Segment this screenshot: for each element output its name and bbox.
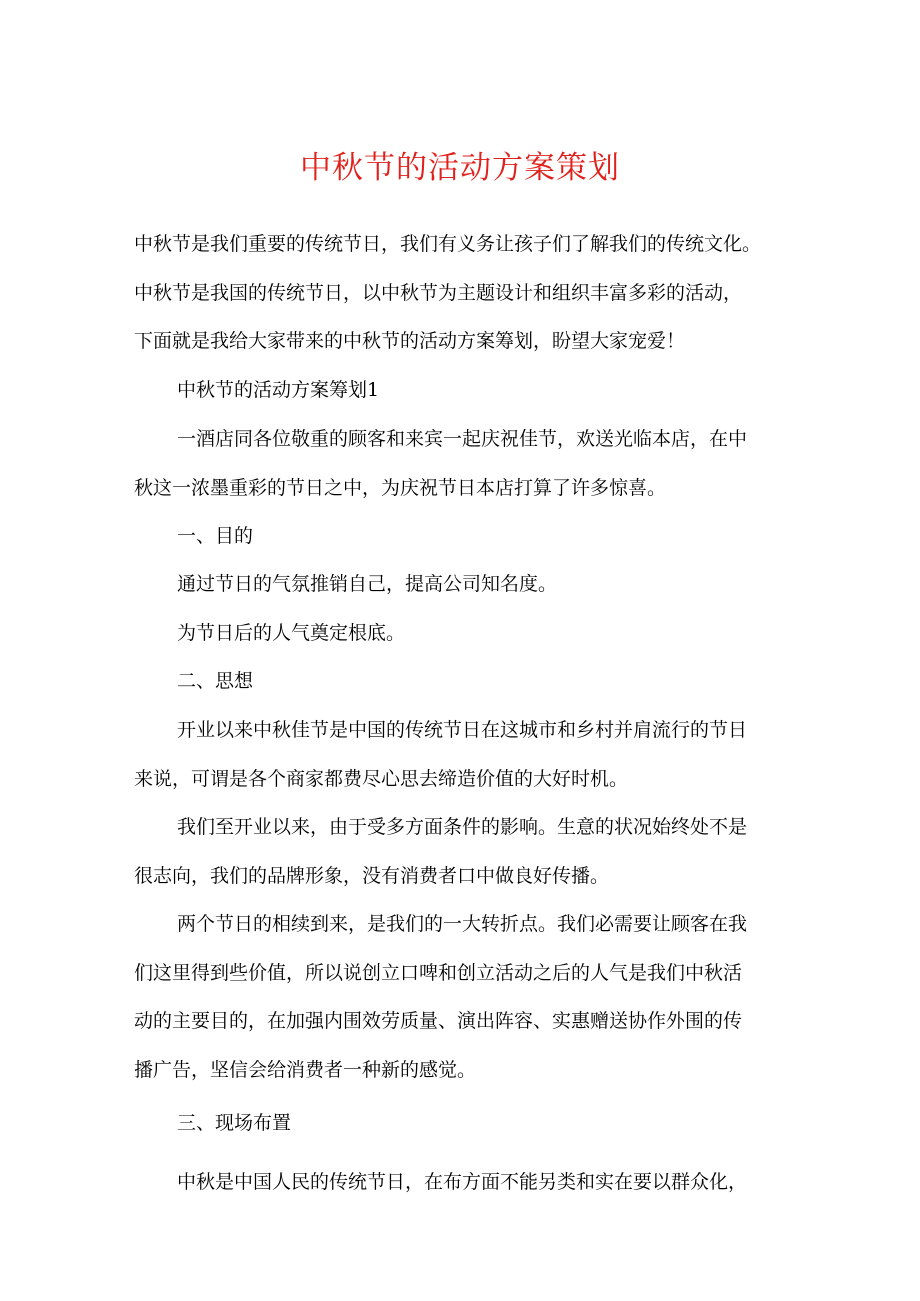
paragraph-4 xyxy=(134,900,814,1094)
paragraph-5 xyxy=(134,1158,814,1207)
intro-paragraph xyxy=(134,220,814,366)
section-title-1-text: 中秋节的活动方案筹划1 xyxy=(177,379,380,401)
paragraph-4-line-1: 两个节日的相续到来，是我们的一大转折点。我们必需要让顾客在我 xyxy=(177,913,748,935)
heading-purpose-text: 一、目的 xyxy=(177,525,254,547)
heading-thinking xyxy=(177,657,857,706)
paragraph-1-line-1: 一酒店同各位敬重的顾客和来宾一起庆祝佳节，欢送光临本店，在中 xyxy=(177,428,748,450)
paragraph-4-line-3: 动的主要目的，在加强内围效劳质量、演出阵容、实惠赠送协作外围的传 xyxy=(134,1010,743,1032)
paragraph-3 xyxy=(134,803,814,900)
heading-thinking-text: 二、思想 xyxy=(177,670,254,692)
paragraph-3-line-2: 很志向，我们的品牌形象，没有消费者口中做良好传播。 xyxy=(134,864,610,887)
intro-line-2: 中秋节是我国的传统节日，以中秋节为主题设计和组织丰富多彩的活动， xyxy=(134,281,743,304)
paragraph-2-line-2: 来说，可谓是各个商家都费尽心思去缔造价值的大好时机。 xyxy=(134,767,629,790)
paragraph-4-line-2: 们这里得到些价值，所以说创立口啤和创立活动之后的人气是我们中秋活 xyxy=(134,961,743,984)
paragraph-2-line-1: 开业以来中秋佳节是中国的传统节日在这城市和乡村并肩流行的节日 xyxy=(177,719,748,741)
heading-layout xyxy=(177,1099,857,1148)
heading-purpose xyxy=(177,512,857,561)
purpose-item-1-text: 通过节日的气氛推销自己，提高公司知名度。 xyxy=(177,573,558,595)
document-title: 中秋节的活动方案策划 xyxy=(300,150,620,186)
purpose-item-2-text: 为节日后的人气奠定根底。 xyxy=(177,622,406,644)
section-title-1 xyxy=(177,366,857,415)
purpose-item-1 xyxy=(177,560,857,609)
heading-layout-text: 三、现场布置 xyxy=(177,1112,292,1134)
purpose-item-2 xyxy=(177,609,857,658)
paragraph-1 xyxy=(134,415,814,512)
paragraph-3-line-1: 我们至开业以来，由于受多方面条件的影响。生意的状况始终处不是 xyxy=(177,816,748,838)
intro-line-1: 中秋节是我们重要的传统节日，我们有义务让孩子们了解我们的传统文化。 xyxy=(134,233,762,255)
paragraph-5-line-1: 中秋是中国人民的传统节日，在布方面不能另类和实在要以群众化， xyxy=(177,1171,748,1193)
intro-line-3: 下面就是我给大家带来的中秋节的活动方案筹划，盼望大家宠爱！ xyxy=(134,330,686,352)
paragraph-2 xyxy=(134,706,814,803)
paragraph-4-line-4: 播广告，坚信会给消费者一种新的感觉。 xyxy=(134,1058,477,1081)
paragraph-1-line-2: 秋这一浓墨重彩的节日之中，为庆祝节日本店打算了许多惊喜。 xyxy=(134,476,667,499)
